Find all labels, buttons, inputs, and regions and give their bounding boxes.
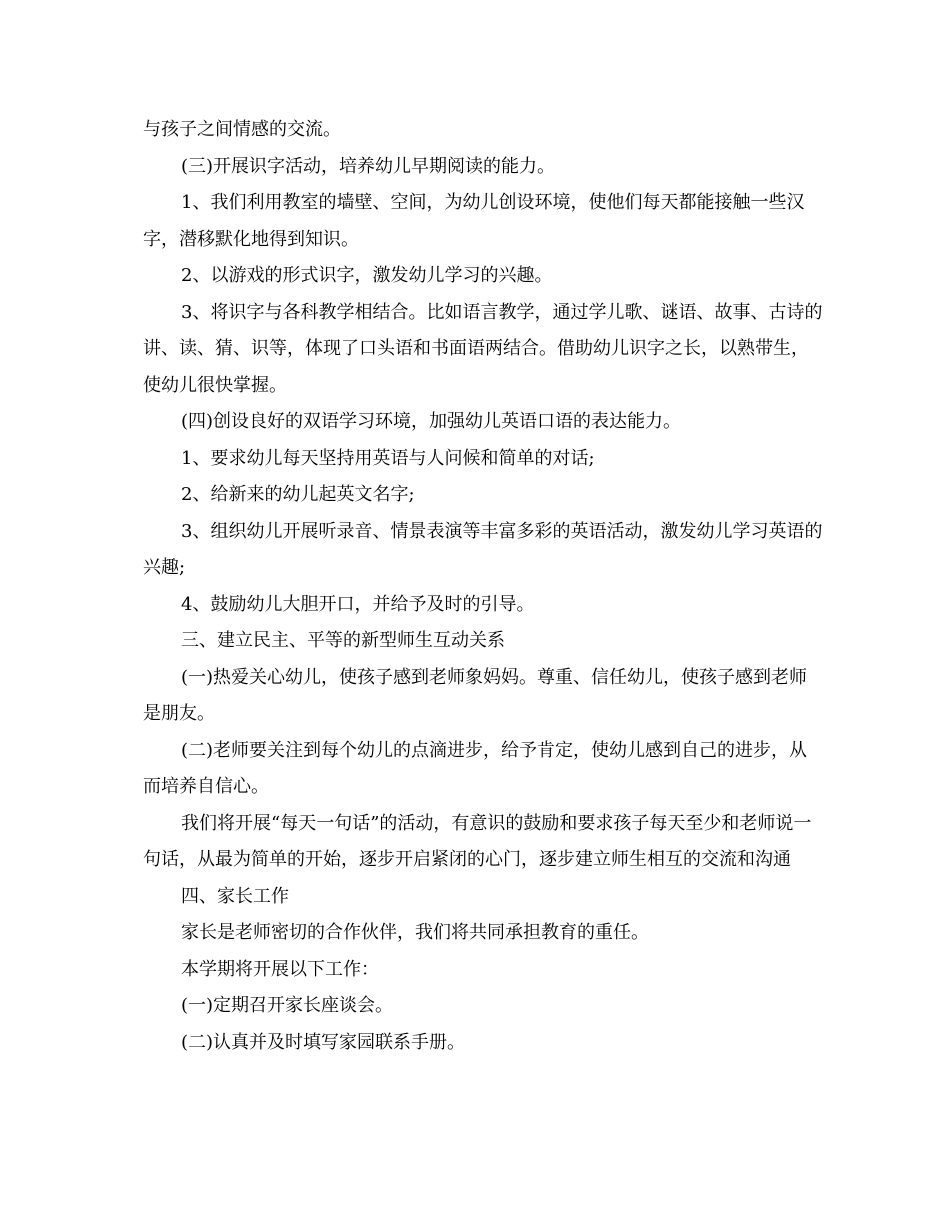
section-subheading: (三)开展识字活动，培养幼儿早期阅读的能力。 (181, 155, 556, 177)
paragraph: 家长是老师密切的合作伙伴，我们将共同承担教育的重任。 (181, 922, 649, 943)
paragraph: (二)老师要关注到每个幼儿的点滴进步，给予肯定，使幼儿感到自己的进步，从而培养自信心。 (143, 739, 808, 797)
document-body (143, 112, 823, 1061)
paragraph: 我们将开展“每天一句话”的活动，有意识的鼓励和要求孩子每天至少和老师说一句话，从最为简单的开始，逐步开启紧闭的心门，逐步建立师生相互的交流和沟通 (143, 812, 812, 870)
paragraph: 1、我们利用教室的墙壁、空间，为幼儿创设环境，使他们每天都能接触一些汉字，潜移默化地得到知识。 (143, 192, 805, 250)
paragraph: 2、以游戏的形式识字，激发幼儿学习的兴趣。 (181, 265, 553, 286)
paragraph: 1、要求幼儿每天坚持用英语与人问候和简单的对话; (181, 447, 595, 469)
paragraph: 3、组织幼儿开展听录音、情景表演等丰富多彩的英语活动，激发幼儿学习英语的兴趣; (143, 520, 823, 578)
paragraph: (一)定期召开家长座谈会。 (181, 995, 394, 1016)
paragraph: 4、鼓励幼儿大胆开口，并给予及时的引导。 (181, 593, 535, 615)
paragraph: 本学期将开展以下工作： (181, 958, 379, 980)
paragraph: 2、给新来的幼儿起英文名字; (181, 484, 415, 505)
section-subheading: (四)创设良好的双语学习环境，加强幼儿英语口语的表达能力。 (181, 411, 682, 432)
section-heading: 四、家长工作 (181, 885, 289, 907)
paragraph: (二)认真并及时填写家园联系手册。 (181, 1031, 466, 1053)
paragraph: (一)热爱关心幼儿，使孩子感到老师象妈妈。尊重、信任幼儿，使孩子感到老师是朋友。 (143, 666, 808, 724)
paragraph: 3、将识字与各科教学相结合。比如语言教学，通过学儿歌、谜语、故事、古诗的讲、读、猜、识等，体现了口头语和书面语两结合。借助幼儿识字之长，以熟带生，使幼儿很快掌握。 (143, 301, 823, 396)
section-heading: 三、建立民主、平等的新型师生互动关系 (181, 630, 505, 651)
paragraph: 与孩子之间情感的交流。 (143, 119, 341, 140)
